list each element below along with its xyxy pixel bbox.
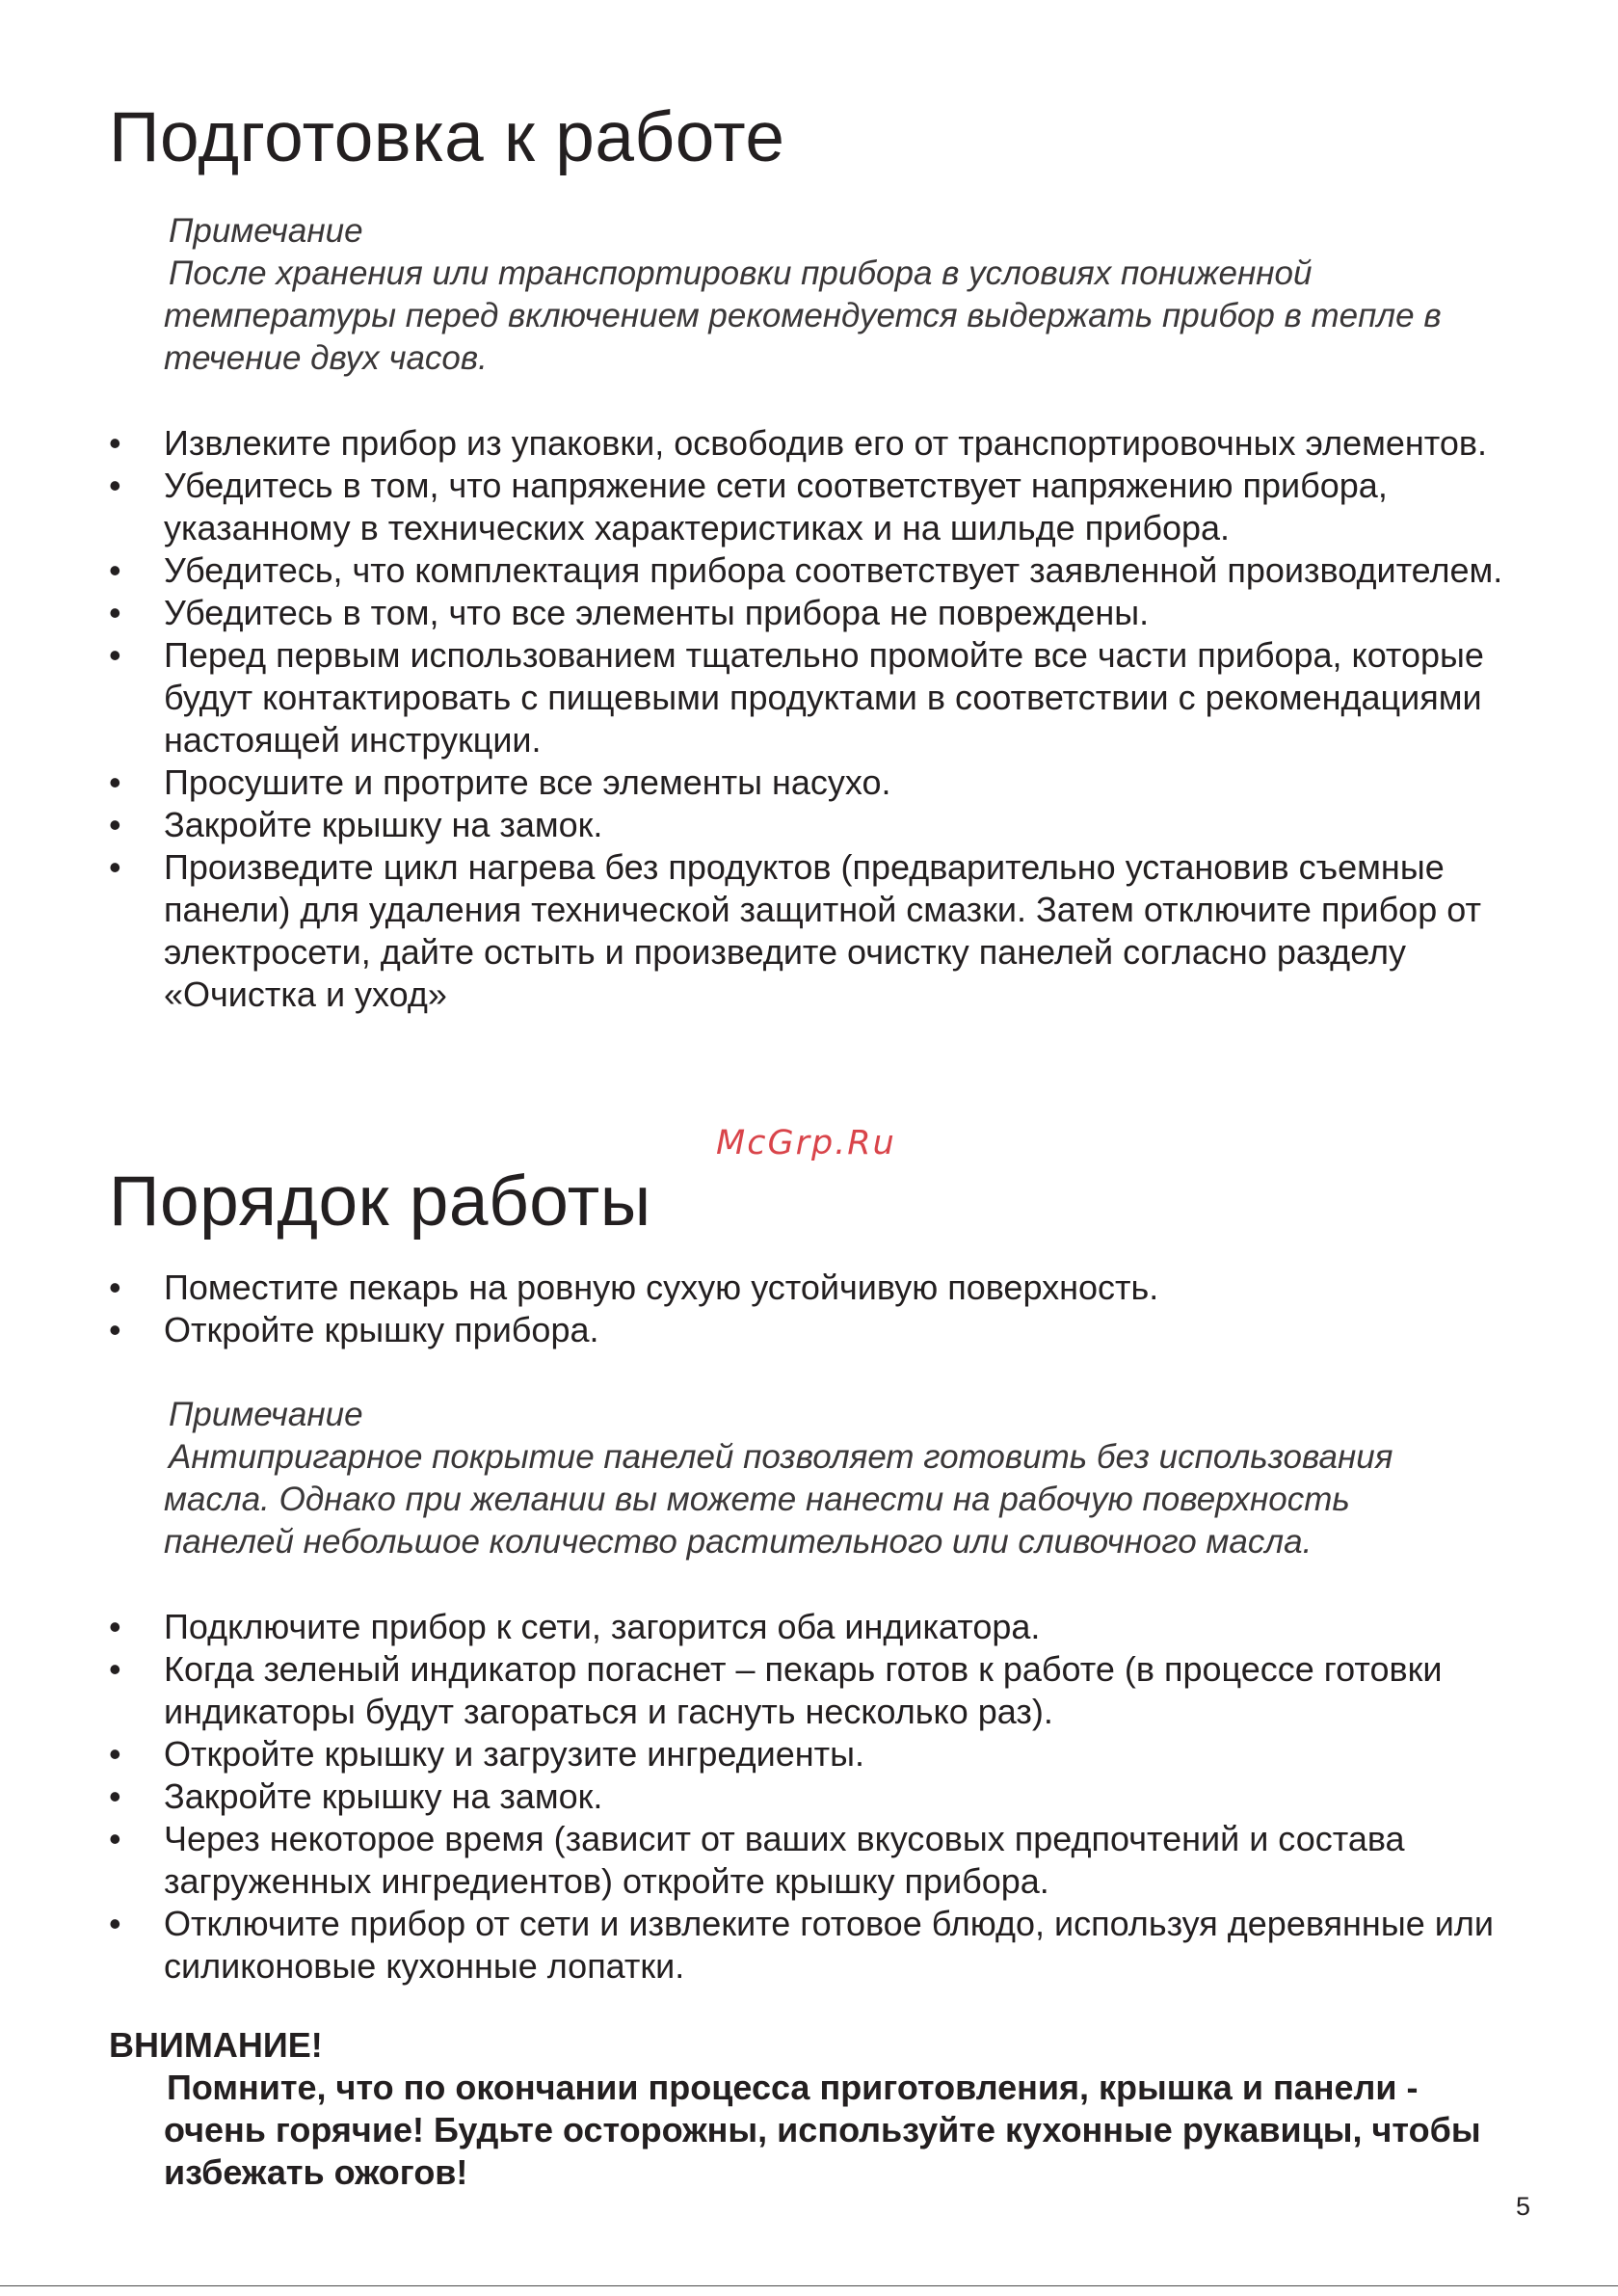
bottom-divider: [0, 2285, 1618, 2286]
note-text: Антипригарное покрытие панелей позволяет готовить без использования масла. Однако при желании вы можете нанести на рабочую поверхность панелей небольшое количество растительного или сливочного масла.: [164, 1438, 1393, 1561]
list-item-text: Откройте крышку прибора.: [164, 1310, 599, 1349]
warning-text: Помните, что по окончании процесса приготовления, крышка и панели - очень горячие! Будьте осторожны, используйте кухонные рукавицы, чтобы избежать ожогов!: [164, 2068, 1481, 2192]
list-item: [109, 549, 1516, 592]
list-item: [109, 1775, 1516, 1818]
list-item: [109, 1818, 1516, 1903]
bullet-icon: •: [109, 805, 121, 844]
bullet-icon: •: [109, 1310, 121, 1349]
list-item: [109, 804, 1516, 846]
operation-steps-list-1: [109, 1267, 1516, 1351]
bullet-icon: •: [109, 593, 121, 632]
bullet-icon: •: [109, 847, 121, 887]
note-nonstick: [164, 1394, 1474, 1563]
bullet-icon: •: [109, 1776, 121, 1816]
list-item: [109, 1903, 1516, 1988]
note-label: Примечание: [169, 212, 363, 250]
list-item-text: Откройте крышку и загрузите ингредиенты.: [164, 1734, 865, 1774]
list-item-text: Через некоторое время (зависит от ваших вкусовых предпочтений и состава загруженных ингредиентов) откройте крышку прибора.: [164, 1819, 1405, 1901]
list-item: [109, 592, 1516, 634]
bullet-icon: •: [109, 550, 121, 590]
note-label: Примечание: [169, 1396, 363, 1433]
list-item-text: Перед первым использованием тщательно промойте все части прибора, которые будут контактировать с пищевыми продуктами в соответствии с рекомендациями настоящей инструкции.: [164, 635, 1484, 760]
list-item-text: Подключите прибор к сети, загорится оба индикатора.: [164, 1607, 1041, 1646]
list-item-text: Убедитесь в том, что напряжение сети соответствует напряжению прибора, указанному в технических характеристиках и на шильде прибора.: [164, 466, 1388, 547]
section-title-preparation: Подготовка к работе: [109, 98, 785, 176]
bullet-icon: •: [109, 762, 121, 802]
bullet-icon: •: [109, 1607, 121, 1646]
list-item: [109, 634, 1516, 761]
list-item: [109, 1733, 1516, 1775]
note-text: После хранения или транспортировки прибора в условиях пониженной температуры перед включением рекомендуется выдержать прибор в тепле в течение двух часов.: [164, 254, 1442, 377]
list-item-text: Произведите цикл нагрева без продуктов (предварительно установив съемные панели) для удаления технической защитной смазки. Затем отключите прибор от электросети, дайте остыть и произведите очистку панелей согласно разделу «Очистка и уход»: [164, 847, 1481, 1014]
list-item-text: Убедитесь, что комплектация прибора соответствует заявленной производителем.: [164, 550, 1503, 590]
list-item: [109, 846, 1516, 1016]
bullet-icon: •: [109, 466, 121, 505]
list-item-text: Поместите пекарь на ровную сухую устойчивую поверхность.: [164, 1268, 1159, 1307]
bullet-icon: •: [109, 1819, 121, 1858]
preparation-steps-list: [109, 422, 1516, 1016]
note-storage: [164, 210, 1474, 380]
warning-title: ВНИМАНИЕ!: [109, 2025, 323, 2065]
list-item-text: Извлеките прибор из упаковки, освободив его от транспортировочных элементов.: [164, 423, 1487, 463]
list-item-text: Закройте крышку на замок.: [164, 805, 603, 844]
list-item: [109, 1648, 1516, 1733]
list-item: [109, 465, 1516, 549]
operation-steps-list-2: [109, 1606, 1516, 1988]
bullet-icon: •: [109, 1649, 121, 1689]
bullet-icon: •: [109, 423, 121, 463]
bullet-icon: •: [109, 1904, 121, 1943]
list-item-text: Когда зеленый индикатор погаснет – пекарь готов к работе (в процессе готовки индикаторы будут загораться и гаснуть несколько раз).: [164, 1649, 1443, 1731]
list-item: [109, 1606, 1516, 1648]
list-item-text: Отключите прибор от сети и извлеките готовое блюдо, используя деревянные или силиконовые кухонные лопатки.: [164, 1904, 1494, 1986]
bullet-icon: •: [109, 635, 121, 675]
list-item: [109, 422, 1516, 465]
list-item-text: Просушите и протрите все элементы насухо.: [164, 762, 891, 802]
list-item-text: Убедитесь в том, что все элементы прибора не повреждены.: [164, 593, 1150, 632]
list-item: [109, 1309, 1516, 1351]
page-number: 5: [1516, 2192, 1531, 2221]
section-title-operation: Порядок работы: [109, 1162, 651, 1241]
list-item: [109, 1267, 1516, 1309]
list-item: [109, 761, 1516, 804]
bullet-icon: •: [109, 1268, 121, 1307]
list-item-text: Закройте крышку на замок.: [164, 1776, 603, 1816]
bullet-icon: •: [109, 1734, 121, 1774]
watermark-link[interactable]: McGrp.Ru: [716, 1124, 896, 1162]
